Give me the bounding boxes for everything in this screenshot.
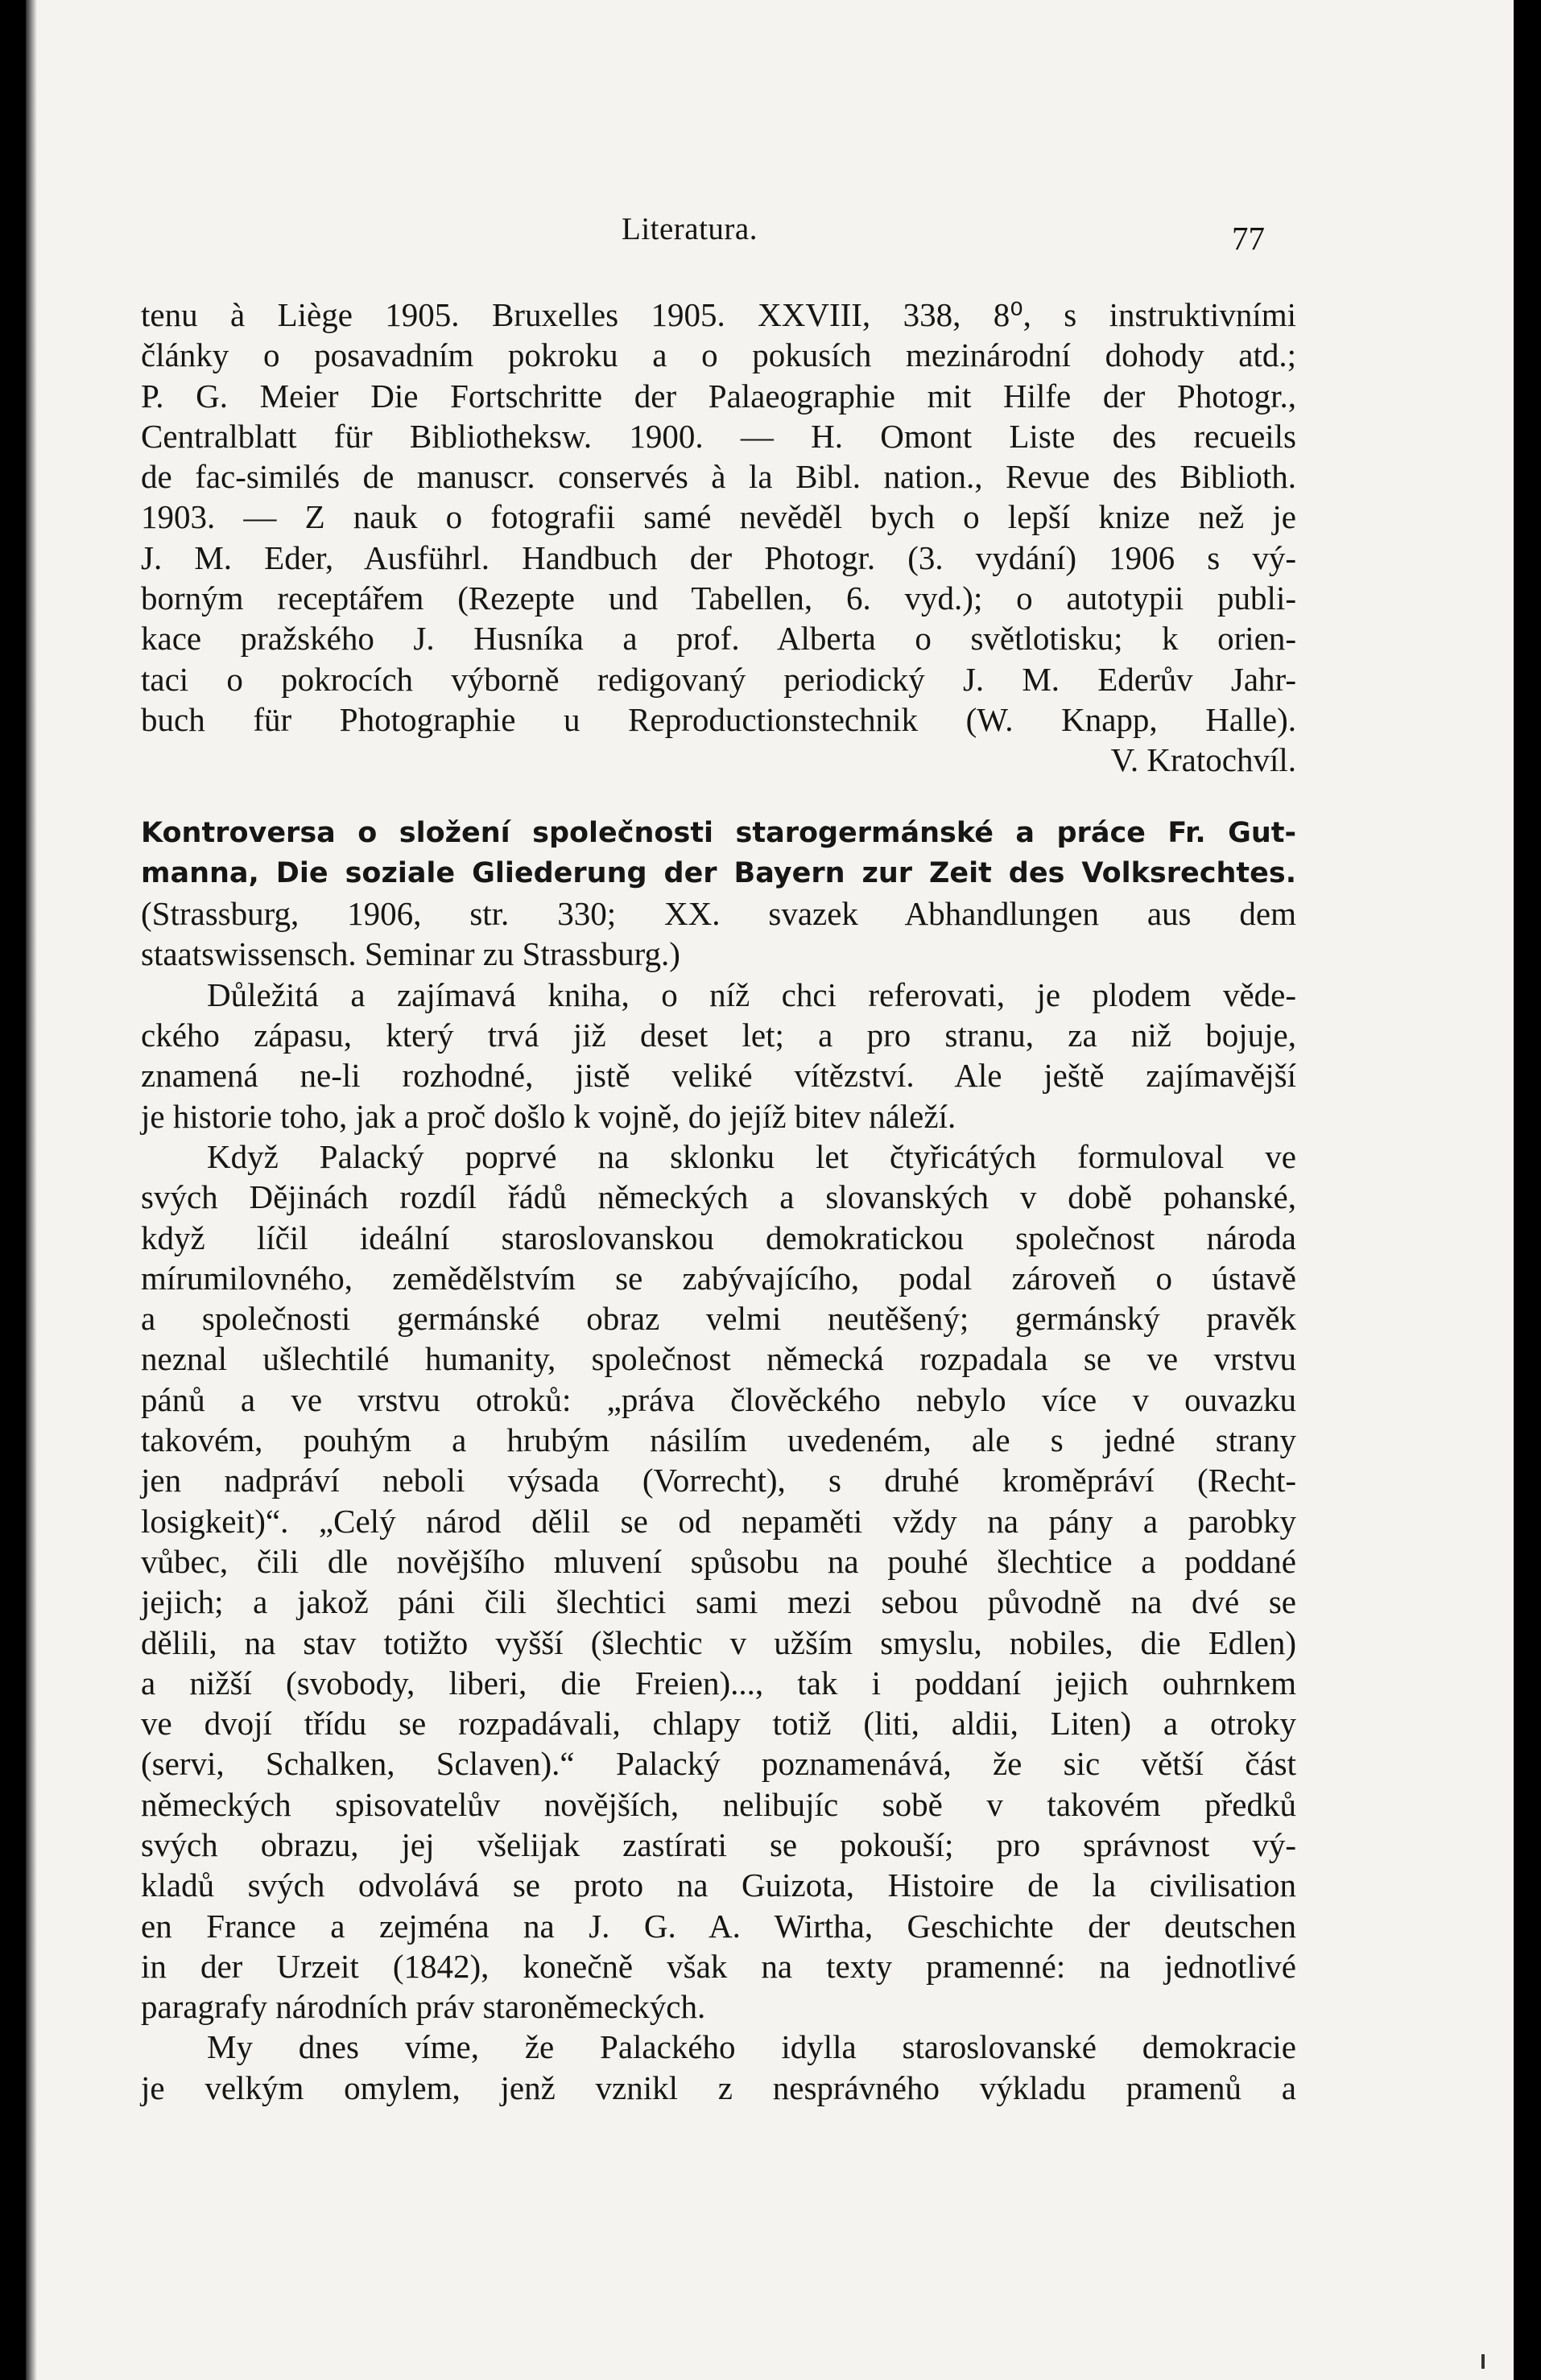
page-number: 77 <box>1232 220 1265 257</box>
text-line: neznal ušlechtilé humanity, společnost německá rozpadala se ve vrstvu <box>141 1340 1296 1378</box>
text-line: My dnes víme, že Palackého idylla staroslovanské demokracie <box>207 2028 1296 2066</box>
text-line: (servi, Schalken, Sclaven).“ Palacký poznamenává, že sic větší část <box>141 1745 1296 1783</box>
section-bibliography <box>141 295 1296 781</box>
text-line: vůbec, čili dle novějšího mluvení spůsobu na pouhé šlechtice a poddané <box>141 1542 1296 1580</box>
text-line: kladů svých odvolává se proto na Guizota, Histoire de la civilisation <box>141 1866 1296 1904</box>
page-header <box>26 211 1514 259</box>
text-line: de fac-similés de manuscr. conservés à la Bibl. nation., Revue des Biblioth. <box>141 458 1296 496</box>
citation-line: (Strassburg, 1906, str. 330; XX. svazek Abhandlungen aus dem <box>141 895 1296 933</box>
text-line: svých obrazu, jej všelijak zastírati se pokouší; pro správnost vý- <box>141 1825 1296 1863</box>
text-line: en France a zejména na J. G. A. Wirtha, Geschichte der deutschen <box>141 1907 1296 1945</box>
text-line: 1903. — Z nauk o fotografii samé nevěděl bych o lepší knize než je <box>141 498 1296 536</box>
page-edge-shadow <box>26 0 37 2380</box>
text-line: články o posavadním pokroku a o pokusích mezinárodní dohody atd.; <box>141 336 1296 374</box>
text-line: a nižší (svobody, liberi, die Freien)..., tak i poddaní jejich ouhrnkem <box>141 1664 1296 1701</box>
text-line: pánů a ve vrstvu otroků: „práva člověckého nebylo více v ouvazku <box>141 1380 1296 1418</box>
text-block <box>141 295 1296 2108</box>
author-signature: V. Kratochvíl. <box>1110 741 1296 779</box>
running-head: Literatura. <box>622 212 758 246</box>
text-line: tenu à Liège 1905. Bruxelles 1905. XXVIII, 338, 8⁰, s instruktivními <box>141 296 1296 333</box>
book-page <box>26 0 1514 2380</box>
text-line: taci o pokrocích výborně redigovaný periodický J. M. Ederův Jahr- <box>141 660 1296 698</box>
text-line: ve dvojí třídu se rozpadávali, chlapy totiž (liti, aldii, Liten) a otroky <box>141 1705 1296 1743</box>
review-heading-line: Kontroversa o složení společnosti starogermánské a práce Fr. Gut- <box>141 816 1296 849</box>
scan-artifact-mark <box>1481 2354 1485 2369</box>
text-line: J. M. Eder, Ausführl. Handbuch der Photogr. (3. vydání) 1906 s vý- <box>141 538 1296 576</box>
text-line: buch für Photographie u Reproductionstechnik (W. Knapp, Halle). <box>141 700 1296 738</box>
text-line: dělili, na stav totižto vyšší (šlechtic v užším smyslu, nobiles, die Edlen) <box>141 1623 1296 1661</box>
text-line: a společnosti germánské obraz velmi neutěšený; germánský pravěk <box>141 1300 1296 1338</box>
text-line: kace pražského J. Husníka a prof. Alberta o světlotisku; k orien- <box>141 620 1296 658</box>
text-line: jejich; a jakož páni čili šlechtici sami mezi sebou původně na dvé se <box>141 1583 1296 1621</box>
review-heading-line: manna, Die soziale Gliederung der Bayern zur Zeit des Volksrechtes. <box>141 856 1296 889</box>
text-line: svých Dějinách rozdíl řádů německých a slovanských v době pohanské, <box>141 1178 1296 1216</box>
text-line: ckého zápasu, který trvá již deset let; a pro stranu, za niž bojuje, <box>141 1017 1296 1054</box>
text-line: borným receptářem (Rezepte und Tabellen, 6. vyd.); o autotypii publi- <box>141 580 1296 617</box>
text-line: je velkým omylem, jenž vznikl z nesprávného výkladu pramenů a <box>141 2069 1296 2106</box>
text-line: paragrafy národních práv staroněmeckých. <box>141 1988 706 2026</box>
text-line: Když Palacký poprvé na sklonku let čtyřicátých formuloval ve <box>207 1137 1296 1175</box>
section-review <box>141 813 1296 2109</box>
text-line: když líčil ideální staroslovanskou demokratickou společnost národa <box>141 1219 1296 1256</box>
text-line: německých spisovatelův novějších, nelibujíc sobě v takovém předků <box>141 1785 1296 1823</box>
text-line: je historie toho, jak a proč došlo k vojně, do jejíž bitev náleží. <box>141 1097 956 1135</box>
citation-line: staatswissensch. Seminar zu Strassburg.) <box>141 935 680 973</box>
text-line: losigkeit)“. „Celý národ dělil se od nepaměti vždy na pány a parobky <box>141 1502 1296 1540</box>
text-line: in der Urzeit (1842), konečně však na texty pramenné: na jednotlivé <box>141 1947 1296 1985</box>
text-line: Důležitá a zajímavá kniha, o níž chci referovati, je plodem věde- <box>207 976 1296 1013</box>
text-line: takovém, pouhým a hrubým násilím uvedeném, ale s jedné strany <box>141 1421 1296 1459</box>
text-line: mírumilovného, zemědělstvím se zabývajícího, podal zároveň o ústavě <box>141 1259 1296 1297</box>
text-line: znamená ne-li rozhodné, jistě veliké vítězství. Ale ještě zajímavější <box>141 1057 1296 1095</box>
text-line: jen nadpráví neboli výsada (Vorrecht), s druhé kroměpráví (Recht- <box>141 1462 1296 1499</box>
text-line: P. G. Meier Die Fortschritte der Palaeographie mit Hilfe der Photogr., <box>141 377 1296 415</box>
section-gap <box>141 781 1296 813</box>
text-line: Centralblatt für Bibliotheksw. 1900. — H. Omont Liste des recueils <box>141 417 1296 455</box>
